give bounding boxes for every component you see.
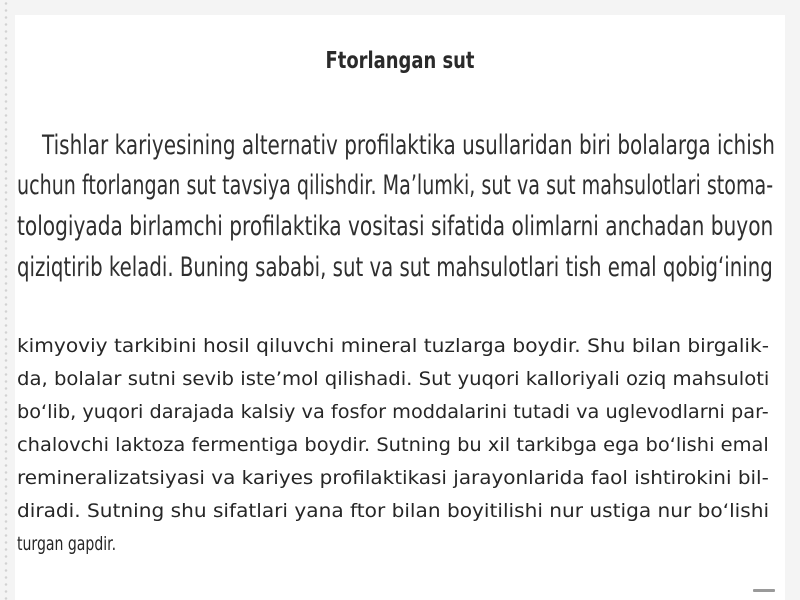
page-corner-mark xyxy=(753,589,775,592)
page-edge-decoration xyxy=(4,0,8,600)
document-page xyxy=(15,15,785,600)
paragraph1-line: uchun ftorlangan sut tavsiya qilishdir. Ma’lumki, sut va sut mahsulotlari stoma- xyxy=(17,170,774,201)
paragraph1-line: qiziqtirib keladi. Buning sababi, sut va sut mahsulotlari tish emal qobig‘ining xyxy=(17,252,773,283)
document-title: Ftorlangan sut xyxy=(325,48,475,74)
paragraph2-line: da, bolalar sutni sevib iste’mol qilishadi. Sut yuqori kalloriyali oziq mahsuloti xyxy=(17,368,770,390)
paragraph2-line: diradi. Sutning shu sifatlari yana ftor bilan boyitilishi nur ustiga nur bo‘lishi xyxy=(17,500,770,522)
paragraph2-line: remineralizatsiyasi va kariyes profilaktikasi jarayonlarida faol ishtirokini bil- xyxy=(17,467,769,489)
paragraph1-line: tologiyada birlamchi profilaktika vositasi sifatida olimlarni anchadan buyon xyxy=(17,211,774,242)
paragraph2-line: kimyoviy tarkibini hosil qiluvchi mineral tuzlarga boydir. Shu bilan birgalik- xyxy=(17,335,769,357)
paragraph2-line: turgan gapdir. xyxy=(17,533,117,555)
paragraph2-line: chalovchi laktoza fermentiga boydir. Sutning bu xil tarkibga ega bo‘lishi emal xyxy=(17,434,769,456)
paragraph1-line: Tishlar kariyesining alternativ profilaktika usullaridan biri bolalarga ichish xyxy=(42,130,775,161)
paragraph2-line: bo‘lib, yuqori darajada kalsiy va fosfor moddalarini tutadi va uglevodlarni par- xyxy=(17,401,769,423)
